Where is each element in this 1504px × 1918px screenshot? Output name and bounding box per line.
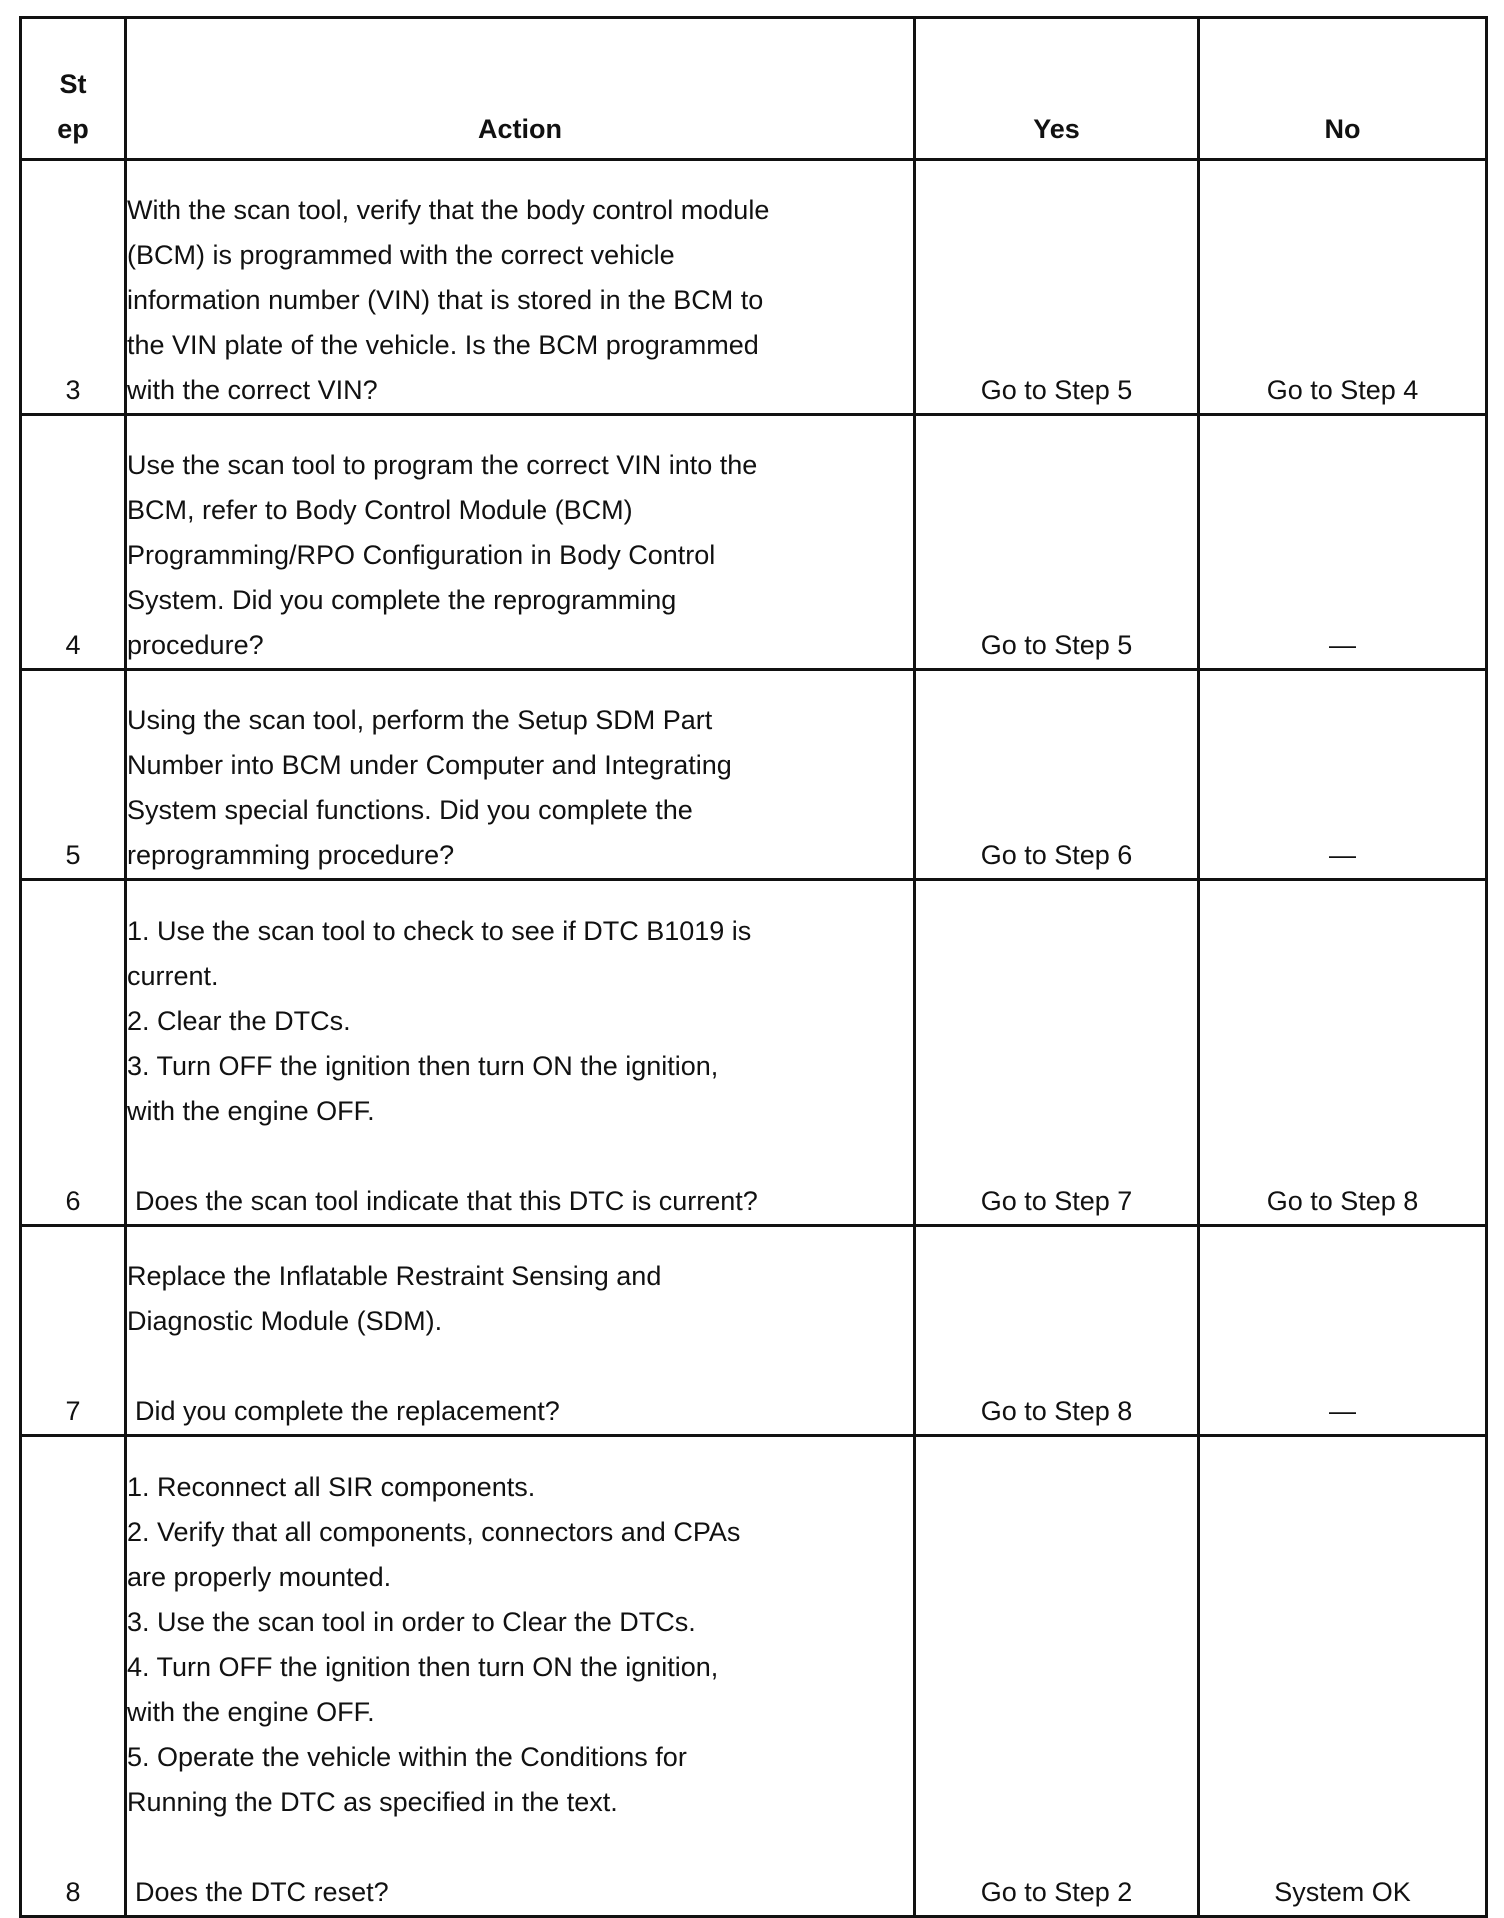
step-number: 7	[21, 1226, 126, 1436]
action-cell	[126, 880, 915, 1226]
action-line: Using the scan tool, perform the Setup SDM Part	[127, 705, 713, 735]
action-line: the VIN plate of the vehicle. Is the BCM programmed	[127, 330, 759, 360]
no-result: —	[1199, 1226, 1487, 1436]
no-result: Go to Step 4	[1199, 160, 1487, 415]
spacer	[127, 1825, 913, 1870]
diagnostic-table	[19, 16, 1488, 1918]
action-line: Use the scan tool to program the correct VIN into the	[127, 450, 758, 480]
action-line: System special functions. Did you complete the	[127, 795, 693, 825]
action-line: 3. Turn OFF the ignition then turn ON the ignition,	[127, 1051, 719, 1081]
action-line: procedure?	[127, 630, 264, 660]
spacer	[127, 1134, 913, 1179]
header-action: Action	[126, 18, 915, 160]
action-line: Replace the Inflatable Restraint Sensing and	[127, 1261, 662, 1291]
header-step-line1: St	[59, 69, 87, 99]
action-question: Does the scan tool indicate that this DTC is current?	[135, 1186, 758, 1216]
no-result: System OK	[1199, 1436, 1487, 1917]
action-line: 1. Reconnect all SIR components.	[127, 1472, 536, 1502]
table-row	[21, 880, 1487, 1226]
action-line: 1. Use the scan tool to check to see if DTC B1019 is	[127, 916, 752, 946]
header-row	[21, 18, 1487, 160]
action-line: with the engine OFF.	[127, 1697, 375, 1727]
header-no: No	[1199, 18, 1487, 160]
spacer	[127, 1344, 913, 1389]
action-cell	[126, 1226, 915, 1436]
action-line: Diagnostic Module (SDM).	[127, 1306, 443, 1336]
action-line: Programming/RPO Configuration in Body Control	[127, 540, 716, 570]
action-line: 2. Verify that all components, connectors and CPAs	[127, 1517, 741, 1547]
yes-result: Go to Step 5	[915, 160, 1199, 415]
table-row	[21, 1436, 1487, 1917]
action-line: with the correct VIN?	[127, 375, 378, 405]
action-question: Does the DTC reset?	[135, 1877, 389, 1907]
table-row	[21, 160, 1487, 415]
action-line: With the scan tool, verify that the body control module	[127, 195, 770, 225]
action-line: reprogramming procedure?	[127, 840, 455, 870]
action-line: 3. Use the scan tool in order to Clear the DTCs.	[127, 1607, 696, 1637]
action-line: Number into BCM under Computer and Integrating	[127, 750, 732, 780]
yes-result: Go to Step 8	[915, 1226, 1199, 1436]
action-cell	[126, 1436, 915, 1917]
no-result: —	[1199, 415, 1487, 670]
action-line: with the engine OFF.	[127, 1096, 375, 1126]
action-line: BCM, refer to Body Control Module (BCM)	[127, 495, 633, 525]
action-cell	[126, 160, 915, 415]
action-line: are properly mounted.	[127, 1562, 392, 1592]
action-line: 5. Operate the vehicle within the Conditions for	[127, 1742, 687, 1772]
step-number: 8	[21, 1436, 126, 1917]
header-step-line2: ep	[57, 114, 89, 144]
action-line: information number (VIN) that is stored in the BCM to	[127, 285, 764, 315]
yes-result: Go to Step 2	[915, 1436, 1199, 1917]
action-line: System. Did you complete the reprogramming	[127, 585, 677, 615]
action-line: current.	[127, 961, 219, 991]
action-question: Did you complete the replacement?	[135, 1396, 560, 1426]
action-line: 4. Turn OFF the ignition then turn ON the ignition,	[127, 1652, 719, 1682]
step-number: 4	[21, 415, 126, 670]
table-row	[21, 415, 1487, 670]
no-result: —	[1199, 670, 1487, 880]
step-number: 6	[21, 880, 126, 1226]
action-line: 2. Clear the DTCs.	[127, 1006, 351, 1036]
step-number: 3	[21, 160, 126, 415]
header-yes: Yes	[915, 18, 1199, 160]
step-number: 5	[21, 670, 126, 880]
no-result: Go to Step 8	[1199, 880, 1487, 1226]
table-row	[21, 1226, 1487, 1436]
action-line: (BCM) is programmed with the correct vehicle	[127, 240, 675, 270]
action-cell	[126, 415, 915, 670]
action-line: Running the DTC as specified in the text.	[127, 1787, 618, 1817]
action-cell	[126, 670, 915, 880]
table-row	[21, 670, 1487, 880]
yes-result: Go to Step 5	[915, 415, 1199, 670]
yes-result: Go to Step 7	[915, 880, 1199, 1226]
header-step	[21, 18, 126, 160]
yes-result: Go to Step 6	[915, 670, 1199, 880]
